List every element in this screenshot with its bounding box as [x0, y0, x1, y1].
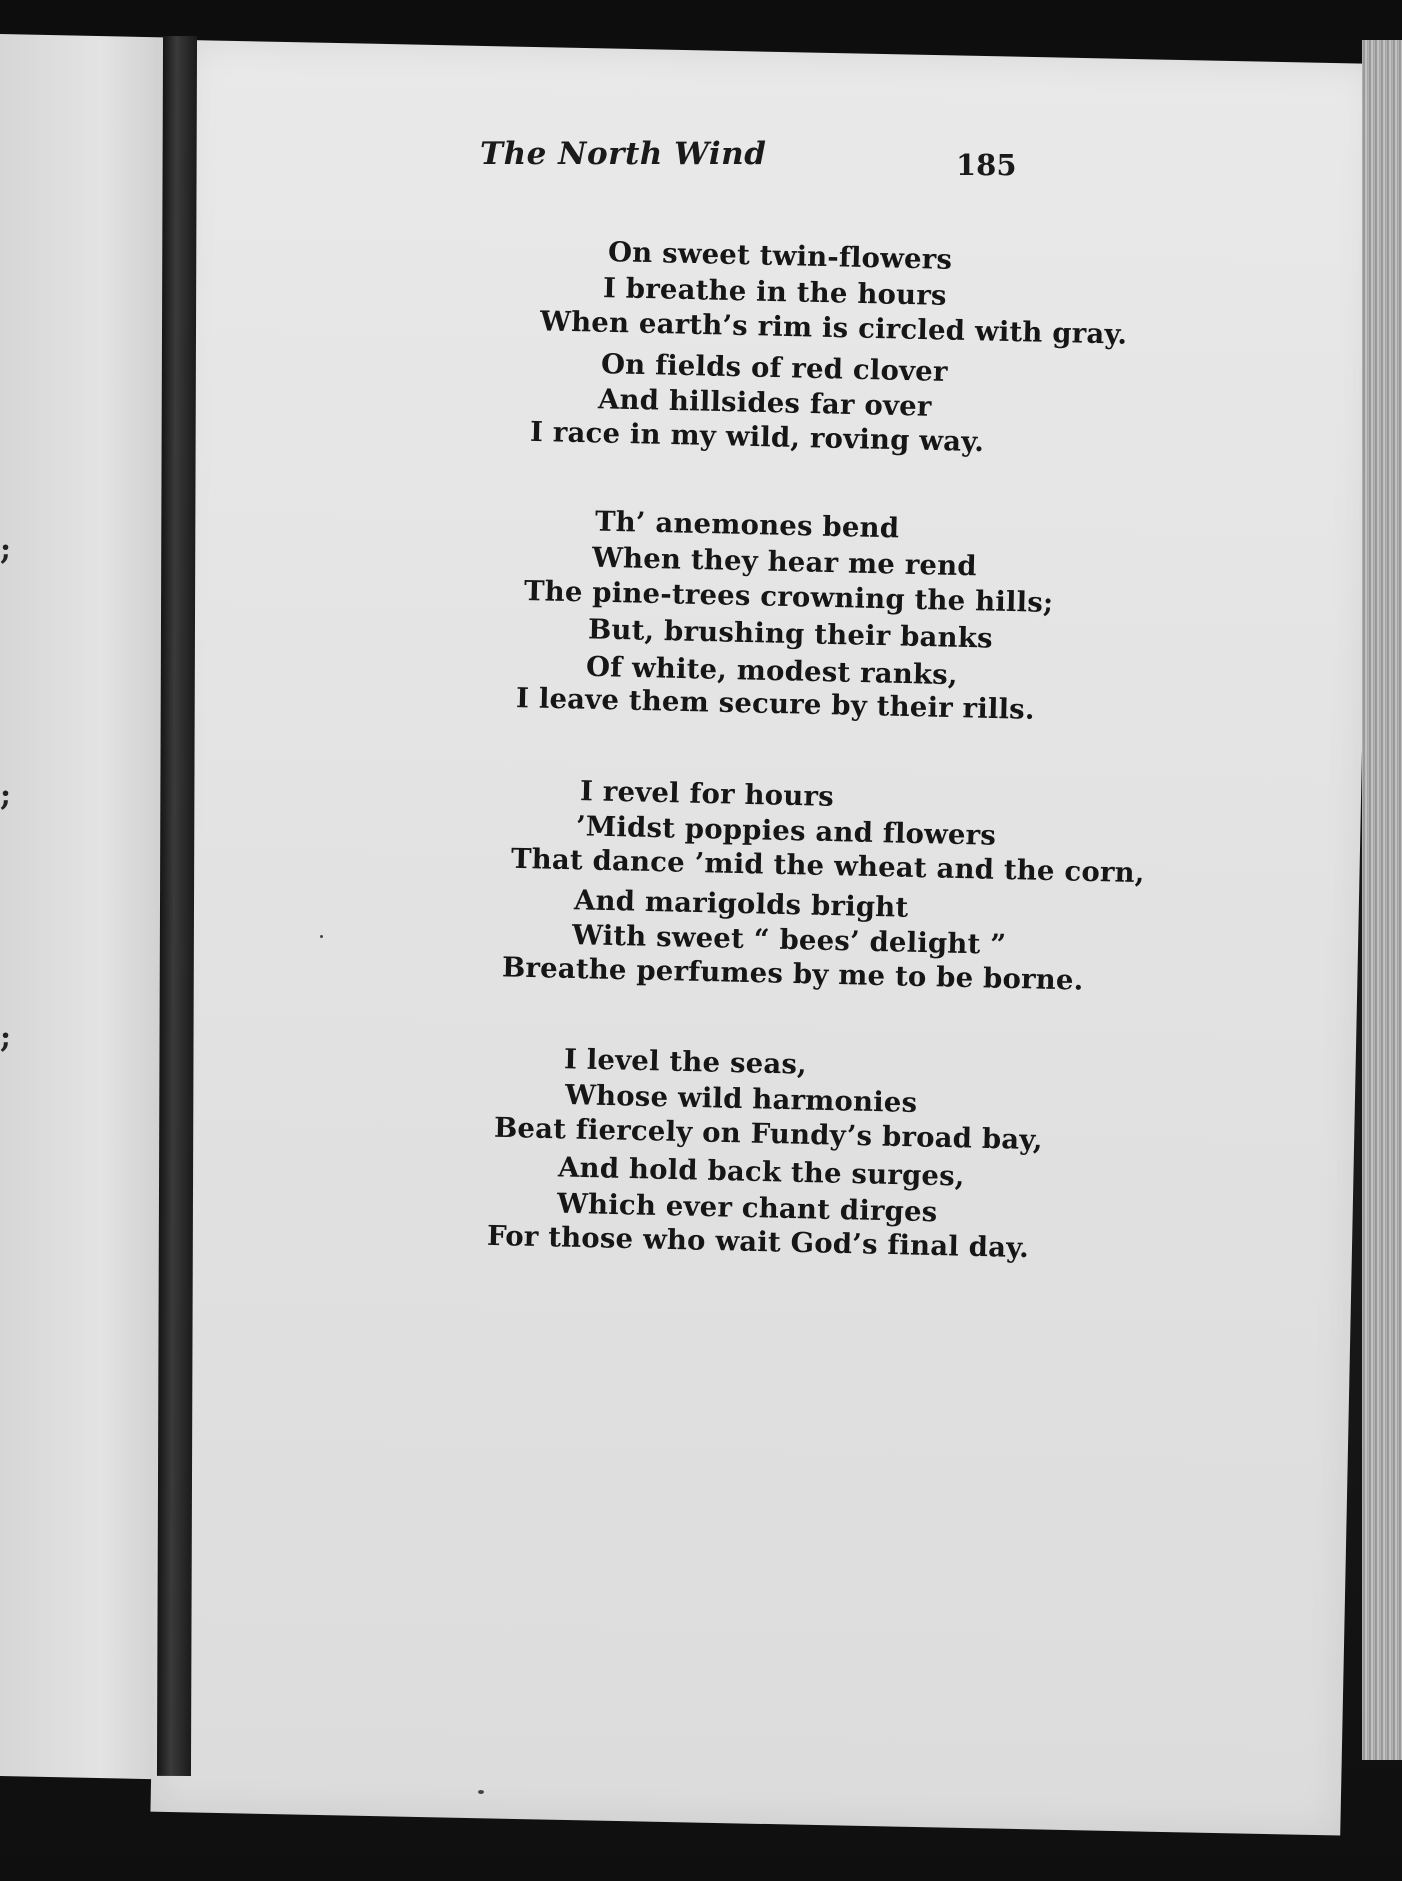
poem-line: I leave them secure by their rills.: [515, 682, 1036, 726]
scan-speck: [478, 1790, 484, 1794]
poem-line: The pine-trees crowning the hills;: [523, 574, 1054, 620]
scan-speck: [320, 935, 323, 938]
poem-line: That dance ’mid the wheat and the corn,: [510, 842, 1145, 890]
poem-line: I level the seas,: [563, 1043, 808, 1081]
poem-line: I breathe in the hours: [602, 272, 948, 312]
book-spine-gutter: [157, 36, 197, 1776]
poem-line: I race in my wild, roving way.: [529, 415, 985, 459]
poem-line: And hold back the surges,: [557, 1151, 965, 1193]
poem-line: Th’ anemones bend: [594, 505, 900, 545]
poem-line: With sweet “ bees’ delight ”: [571, 919, 1007, 961]
poem-line: But, brushing their banks: [587, 613, 994, 655]
poem-line: Beat fiercely on Fundy’s broad bay,: [493, 1111, 1044, 1157]
poem-line: I revel for hours: [579, 775, 835, 813]
poem-line: Whose wild harmonies: [564, 1079, 918, 1119]
page-number: 185: [956, 148, 1017, 182]
left-page-fragment: ;: [0, 778, 12, 813]
left-page-fragment: ;: [0, 532, 12, 567]
poem-line: On sweet twin-flowers: [607, 236, 953, 276]
running-head: The North Wind: [480, 136, 767, 172]
poem-line: Which ever chant dirges: [556, 1187, 938, 1229]
poem-line: When earth’s rim is circled with gray.: [539, 305, 1128, 351]
poem-line: On fields of red clover: [600, 348, 948, 388]
poem-line: And hillsides far over: [597, 383, 932, 423]
left-page: [0, 34, 168, 1780]
poem-line: ’Midst poppies and flowers: [575, 810, 997, 852]
poem-line: When they hear me rend: [591, 541, 978, 583]
page-edges: [1362, 40, 1402, 1760]
poem-line: Breathe perfumes by me to be borne.: [501, 951, 1084, 997]
poem-line: And marigolds bright: [573, 884, 909, 924]
left-page-fragment: ;: [0, 1020, 12, 1055]
poem-line: Of white, modest ranks,: [585, 650, 959, 692]
poem-line: For those who wait God’s final day.: [486, 1219, 1030, 1265]
